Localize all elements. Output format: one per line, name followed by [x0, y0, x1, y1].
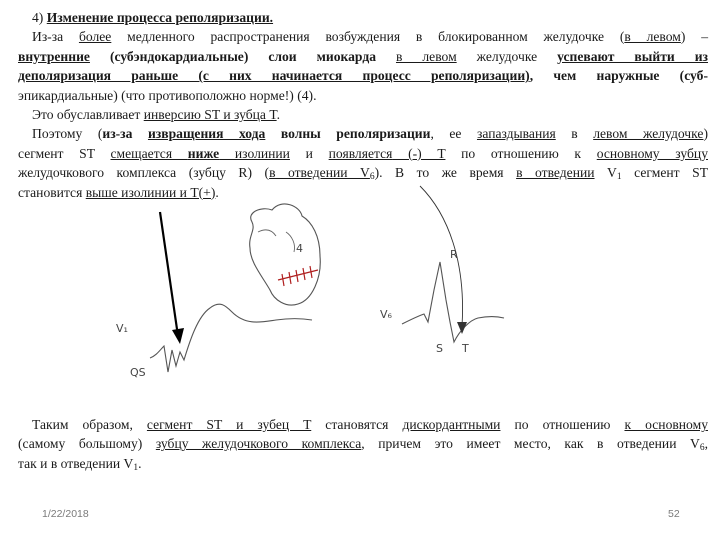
t: сегмент ST и зубец T: [146, 417, 312, 432]
t: ,: [704, 436, 708, 452]
t: более: [78, 29, 112, 45]
conclusion-line-2: [18, 434, 708, 453]
label-t: T: [462, 342, 469, 355]
t: и: [289, 145, 329, 161]
page-number: 52: [668, 508, 680, 520]
heart-sketch: [250, 204, 321, 305]
label-v1: V₁: [116, 322, 128, 335]
t: из-за: [102, 126, 148, 142]
conclusion-line-3: [18, 454, 708, 473]
t: по отношению к: [445, 145, 597, 161]
text-block-conclusion: [18, 415, 708, 473]
t: по отношению: [500, 417, 625, 432]
t: зубцу желудочкового комплекса: [155, 436, 362, 452]
t: так и в отведении V: [18, 455, 134, 471]
heart-inner-line: [258, 230, 276, 236]
t: становится: [18, 184, 86, 200]
t: Поэтому (: [32, 126, 103, 142]
arrow-head-v6: [457, 322, 467, 334]
t: извращения хода: [147, 126, 266, 142]
t: в левом: [395, 48, 457, 64]
label-qs: QS: [130, 366, 146, 379]
heart-inner-line-2: [286, 232, 295, 252]
text-line-5: эпикардиальные) (что противоположно норме!) (4).: [18, 87, 317, 103]
t: 1: [616, 172, 622, 183]
t: внутренние: [18, 48, 90, 64]
arrow-head-v1: [172, 328, 184, 344]
arrow-to-v1: [160, 212, 178, 336]
t: , ее: [430, 126, 477, 142]
label-v6: V₆: [380, 308, 392, 321]
t: появляется: [328, 145, 393, 161]
t: желудочке: [456, 48, 558, 64]
t: желудочкового комплекса (зубцу R) (: [18, 165, 270, 181]
t: сегмент ST: [621, 165, 708, 181]
t: (самому большому): [18, 436, 156, 452]
t: ) –: [680, 29, 708, 45]
t: сегмент ST: [18, 145, 111, 161]
t: в левом: [624, 29, 681, 45]
t: ). В то же время: [374, 165, 517, 181]
heading-title: Изменение процесса реполяризации.: [46, 10, 274, 25]
t: ): [703, 126, 708, 142]
footer-date: 1/22/2018: [42, 508, 89, 520]
label-s: S: [436, 342, 443, 355]
t: Это обуславливает: [32, 107, 144, 123]
t: успевают выйти из: [557, 48, 708, 64]
t: (-) T: [392, 145, 446, 161]
t: выше изолинии и T(+): [85, 184, 216, 200]
ecg-trace-v6: [402, 262, 504, 342]
conclusion-line-1: [18, 415, 708, 434]
t: 6: [699, 443, 705, 454]
t: основному зубцу: [596, 145, 708, 161]
t: изолинии: [219, 145, 290, 161]
t: 1: [133, 462, 139, 473]
t: (субэндокардиальные) слои миокарда: [89, 48, 396, 64]
t: Таким образом,: [32, 417, 147, 432]
heart-label-4: 4: [296, 242, 303, 255]
t: к основному: [624, 417, 708, 432]
t: дискордантными: [402, 417, 501, 432]
t: становятся: [311, 417, 403, 432]
t: медленного распространения возбуждения в блокированном желудочке (: [127, 29, 625, 45]
t: деполяризация раньше (с них начинается процесс реполяризации): [18, 68, 530, 84]
block-zone-hatches: [282, 266, 312, 286]
heading-number: 4): [32, 10, 44, 25]
t: V: [594, 165, 617, 181]
t: .: [215, 184, 219, 200]
t: смещается: [110, 145, 188, 161]
t: в отведении: [516, 165, 595, 181]
t: волны реполяризации: [265, 126, 431, 142]
t: в отведении V: [269, 165, 370, 181]
t: левом желудочке: [593, 126, 704, 142]
t: Из-за: [32, 29, 64, 45]
t: в: [555, 126, 594, 142]
t: , причем это имеет место, как в отведении V: [361, 436, 700, 452]
t: ниже: [187, 145, 220, 161]
t: .: [138, 455, 142, 471]
t: , чем наружные (суб-: [529, 68, 709, 84]
t: инверсию ST и зубца T: [143, 107, 277, 123]
label-r: R: [450, 248, 458, 261]
t: .: [276, 107, 281, 123]
t: 6: [369, 172, 375, 183]
t: запаздывания: [476, 126, 556, 142]
